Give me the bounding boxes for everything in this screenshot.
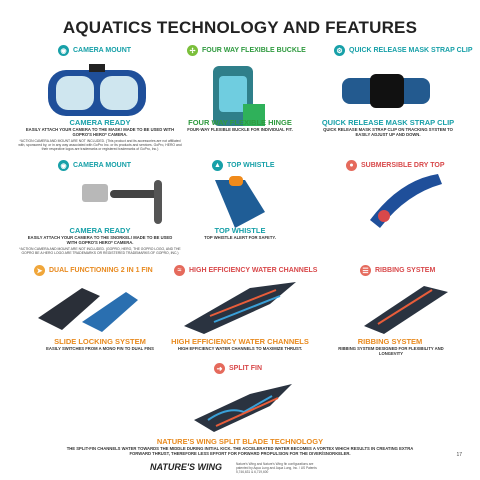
feature-label-split-fin — [214, 363, 262, 374]
feature-note: *ACTION CAMERA AND MOUNT ARE NOT INCLUDED. (This product and its accessories are not affiliated with, sponsored by, or in any way associated with GoPro Inc. or its products and services. GoPro, HERO and their respective logos are trademarks or registered trademarks of GoPro, Inc.) — [18, 139, 182, 151]
feature-label-text: SPLIT FIN — [229, 365, 263, 372]
whistle-image — [205, 172, 275, 234]
dry-top-image — [360, 170, 450, 234]
feature-label-text: FOUR WAY FLEXIBLE BUCKLE — [202, 47, 306, 54]
feature-label-quick-release — [334, 45, 473, 56]
feature-description: EASILY ATTACH YOUR CAMERA TO THE SNORKEL! MADE TO BE USED WITH GOPRO'S HERO* CAMERA. — [27, 235, 173, 245]
feature-description: RIBBING SYSTEM DESIGNED FOR FLEXIBILITY AND LONGEVITY — [338, 346, 444, 356]
fin-icon: ➤ — [34, 265, 45, 276]
feature-label-text: RIBBING SYSTEM — [375, 267, 436, 274]
brand-logo: NATURE'S WING — [150, 462, 222, 472]
page-title: AQUATICS TECHNOLOGY AND FEATURES — [62, 18, 418, 37]
split-fin-icon: ➜ — [214, 363, 225, 374]
mask-camera-image — [42, 62, 152, 124]
feature-description: EASILY SWITCHES FROM A MONO FIN TO DUAL FINS — [46, 346, 154, 351]
water-channel-icon: ≈ — [174, 265, 185, 276]
feature-heading: SLIDE LOCKING SYSTEM — [54, 337, 146, 346]
strap-clip-image — [336, 60, 436, 126]
split-fin-image — [188, 376, 298, 434]
dual-fin-image — [32, 278, 142, 334]
ribbing-icon: ☰ — [360, 265, 371, 276]
feature-heading: QUICK RELEASE MASK STRAP CLIP — [321, 118, 455, 127]
feature-description: HIGH EFFICIENCY WATER CHANNELS TO MAXIMIZE THRUST. — [177, 346, 303, 351]
feature-label-text: CAMERA MOUNT — [73, 47, 132, 54]
dry-top-icon: ● — [346, 160, 357, 171]
feature-heading: TOP WHISTLE — [214, 226, 266, 235]
whistle-icon: ▲ — [212, 160, 223, 171]
feature-heading: CAMERA READY — [69, 118, 131, 127]
feature-description: EASILY ATTACH YOUR CAMERA TO THE MASK! MADE TO BE USED WITH GOPRO'S HERO* CAMERA. — [25, 127, 175, 137]
feature-description: TOP WHISTLE ALERT FOR SAFETY. — [204, 235, 276, 240]
feature-label-text: TOP WHISTLE — [227, 162, 275, 169]
feature-label-dual-fin — [34, 265, 153, 276]
feature-label-water-channels — [174, 265, 317, 276]
feature-note: *ACTION CAMERA AND MOUNT ARE NOT INCLUDED. (GOPRO, HERO, THE GOPRO LOGO, AND THE GOPRO BE A HERO LOGO ARE TRADEMARKS OR REGISTERED TRADEMARKS OF GOPRO, INC.) — [19, 247, 181, 255]
feature-description: FOUR-WAY FLEXIBLE BUCKLE FOR INDIVIDUAL FIT. — [187, 127, 293, 132]
feature-label-top-whistle — [212, 160, 275, 171]
buckle-icon: ✢ — [187, 45, 198, 56]
ribbing-image — [354, 276, 454, 338]
feature-label-text: DUAL FUNCTIONING 2 IN 1 FIN — [49, 267, 153, 274]
feature-label-text: CAMERA MOUNT — [73, 162, 132, 169]
camera-icon: ◉ — [58, 160, 69, 171]
camera-icon: ◉ — [58, 45, 69, 56]
clip-icon: ⚙ — [334, 45, 345, 56]
water-channels-image — [180, 276, 300, 338]
snorkel-camera-image — [78, 170, 168, 230]
feature-label-camera-mount-mask — [58, 45, 131, 56]
feature-heading: RIBBING SYSTEM — [357, 337, 423, 346]
feature-heading: NATURE'S WING SPLIT BLADE TECHNOLOGY — [156, 437, 324, 446]
feature-heading: HIGH EFFICIENCY WATER CHANNELS — [171, 337, 309, 346]
feature-label-text: SUBMERSIBLE DRY TOP — [361, 162, 445, 169]
feature-label-text: HIGH EFFICIENCY WATER CHANNELS — [189, 267, 318, 274]
page-number: 17 — [456, 452, 462, 458]
feature-heading: CAMERA READY — [69, 226, 131, 235]
feature-description: THE SPLIT-FIN CHANNELS WATER TOWARDS THE MIDDLE DURING INITIAL KICK. THE ACCELERATED WATER BECOMES A VORTEX WHICH RESULTS IN CREATING EXTRA FORWARD THRUST, THEREFORE LESS EFFORT FOR FORWARD PROPULSION FOR THE DIVER/SNORKELER. — [66, 446, 414, 456]
feature-label-text: QUICK RELEASE MASK STRAP CLIP — [349, 47, 473, 54]
feature-label-four-way-buckle — [187, 45, 306, 56]
brand-note: Nature's Wing and Nature's Wing fin configurations are patented by Aqua Lung and Aqua Lung, Inc. / US Patents 5,746,631 & 6,719,600 — [236, 462, 317, 474]
feature-label-ribbing — [360, 265, 435, 276]
feature-heading: FOUR WAY FLEXIBLE HINGE — [188, 118, 292, 127]
feature-description: QUICK RELEASE MASK STRAP CLIP ON TRACKING SYSTEM TO EASILY ADJUST UP AND DOWN. — [323, 127, 453, 137]
